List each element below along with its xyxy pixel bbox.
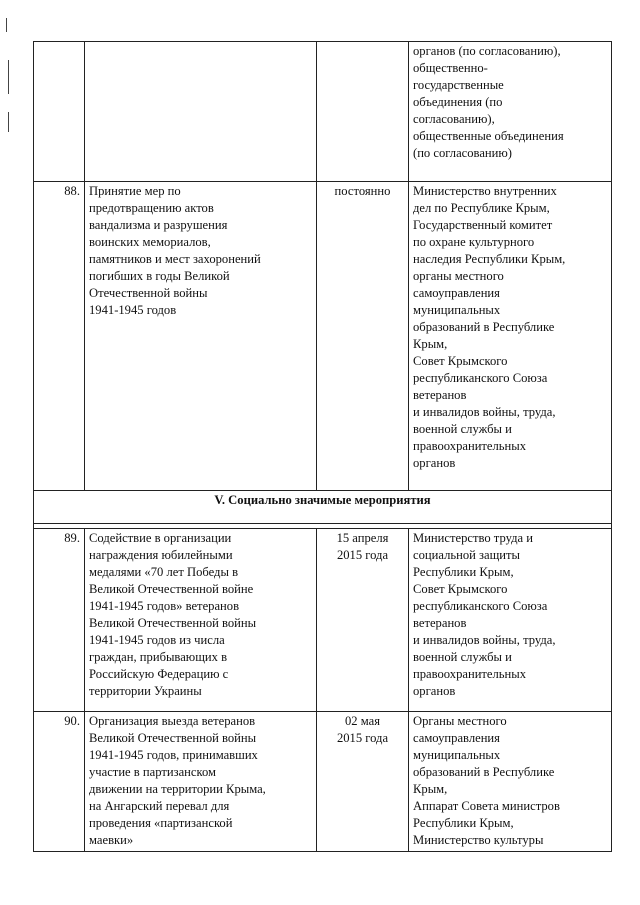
executors-cell: [409, 529, 612, 712]
executor-line: правоохранительных: [413, 439, 527, 453]
measure-line: Отечественной войны: [89, 286, 208, 300]
executor-line: Государственный комитет: [413, 218, 553, 232]
measure-line: 1941-1945 годов, принимавших: [89, 748, 258, 762]
executor-line: военной службы и: [413, 422, 512, 436]
measure-line: 1941-1945 годов из числа: [89, 633, 225, 647]
executor-line: государственные: [413, 78, 504, 92]
measure-cell: [85, 529, 317, 712]
term-line: 15 апреля: [336, 531, 389, 545]
row-number: [34, 42, 85, 182]
measure-line: проведения «партизанской: [89, 816, 233, 830]
measure-line: территории Украины: [89, 684, 202, 698]
scan-mark-top: [6, 18, 7, 32]
executor-line: муниципальных: [413, 748, 501, 762]
measure-line: воинских мемориалов,: [89, 235, 211, 249]
scan-mark-left: [8, 60, 9, 94]
measure-line: медалями «70 лет Победы в: [89, 565, 239, 579]
executor-line: (по согласованию): [413, 146, 513, 160]
row-number: 89.: [34, 529, 85, 712]
executor-line: ветеранов: [413, 616, 467, 630]
term-line: 02 мая: [344, 714, 380, 728]
section-title: V. Социально значимые мероприятия: [34, 491, 612, 524]
executor-line: правоохранительных: [413, 667, 527, 681]
measure-line: маевки»: [89, 833, 134, 847]
measure-line: 1941-1945 годов: [89, 303, 177, 317]
measure-line: вандализма и разрушения: [89, 218, 228, 232]
measure-cell: [85, 182, 317, 491]
scan-mark-left-2: [8, 112, 9, 132]
measure-line: граждан, прибывающих в: [89, 650, 228, 664]
term-cell: [317, 42, 409, 182]
term-cell: [317, 529, 409, 712]
executor-line: военной службы и: [413, 650, 512, 664]
measure-line: погибших в годы Великой: [89, 269, 230, 283]
executors-cell: [409, 42, 612, 182]
executor-line: Крым,: [413, 782, 448, 796]
executor-line: органов: [413, 456, 456, 470]
executor-line: по охране культурного: [413, 235, 535, 249]
executor-line: Крым,: [413, 337, 448, 351]
executor-line: Республики Крым,: [413, 816, 514, 830]
measure-line: предотвращению актов: [89, 201, 214, 215]
executor-line: ветеранов: [413, 388, 467, 402]
table-row: [34, 182, 612, 491]
executors-cell: [409, 712, 612, 852]
executor-line: социальной защиты: [413, 548, 520, 562]
executor-line: Министерство культуры: [413, 833, 544, 847]
table-row: [34, 42, 612, 182]
executor-line: образований в Республике: [413, 765, 555, 779]
measure-line: Принятие мер по: [89, 184, 181, 198]
measure-line: 1941-1945 годов» ветеранов: [89, 599, 240, 613]
executor-line: самоуправления: [413, 731, 500, 745]
executor-line: общественные объединения: [413, 129, 564, 143]
table-row: [34, 529, 612, 712]
executor-line: органы местного: [413, 269, 504, 283]
measure-line: на Ангарский перевал для: [89, 799, 230, 813]
plan-table: [33, 41, 612, 852]
term-line: постоянно: [334, 184, 391, 198]
measure-cell: [85, 712, 317, 852]
executor-line: муниципальных: [413, 303, 501, 317]
row-number: 88.: [34, 182, 85, 491]
measure-line: Организация выезда ветеранов: [89, 714, 256, 728]
measure-cell: [85, 42, 317, 182]
executor-line: Министерство внутренних: [413, 184, 557, 198]
executor-line: объединения (по: [413, 95, 503, 109]
table-row: [34, 712, 612, 852]
executor-line: общественно-: [413, 61, 488, 75]
executor-line: республиканского Союза: [413, 599, 548, 613]
executor-line: Совет Крымского: [413, 582, 508, 596]
term-line: 2015 года: [336, 548, 389, 562]
measure-line: награждения юбилейными: [89, 548, 233, 562]
executor-line: дел по Республике Крым,: [413, 201, 550, 215]
term-cell: [317, 182, 409, 491]
measure-line: памятников и мест захоронений: [89, 252, 261, 266]
executor-line: самоуправления: [413, 286, 500, 300]
executor-line: органов: [413, 684, 456, 698]
executor-line: наследия Республики Крым,: [413, 252, 566, 266]
measure-line: участие в партизанском: [89, 765, 216, 779]
term-cell: [317, 712, 409, 852]
measure-line: движении на территории Крыма,: [89, 782, 266, 796]
executor-line: и инвалидов войны, труда,: [413, 633, 556, 647]
executor-line: согласованию),: [413, 112, 495, 126]
executor-line: республиканского Союза: [413, 371, 548, 385]
executor-line: Совет Крымского: [413, 354, 508, 368]
measure-line: Российскую Федерацию с: [89, 667, 229, 681]
measure-line: Содействие в организации: [89, 531, 232, 545]
executors-cell: [409, 182, 612, 491]
term-line: 2015 года: [336, 731, 389, 745]
measure-line: Великой Отечественной войне: [89, 582, 254, 596]
executor-line: и инвалидов войны, труда,: [413, 405, 556, 419]
section-row: [34, 491, 612, 524]
executor-line: органов (по согласованию),: [413, 44, 561, 58]
executor-line: Республики Крым,: [413, 565, 514, 579]
measure-line: Великой Отечественной войны: [89, 731, 257, 745]
executor-line: Органы местного: [413, 714, 507, 728]
measure-line: Великой Отечественной войны: [89, 616, 257, 630]
executor-line: Аппарат Совета министров: [413, 799, 560, 813]
row-number: 90.: [34, 712, 85, 852]
executor-line: образований в Республике: [413, 320, 555, 334]
executor-line: Министерство труда и: [413, 531, 533, 545]
